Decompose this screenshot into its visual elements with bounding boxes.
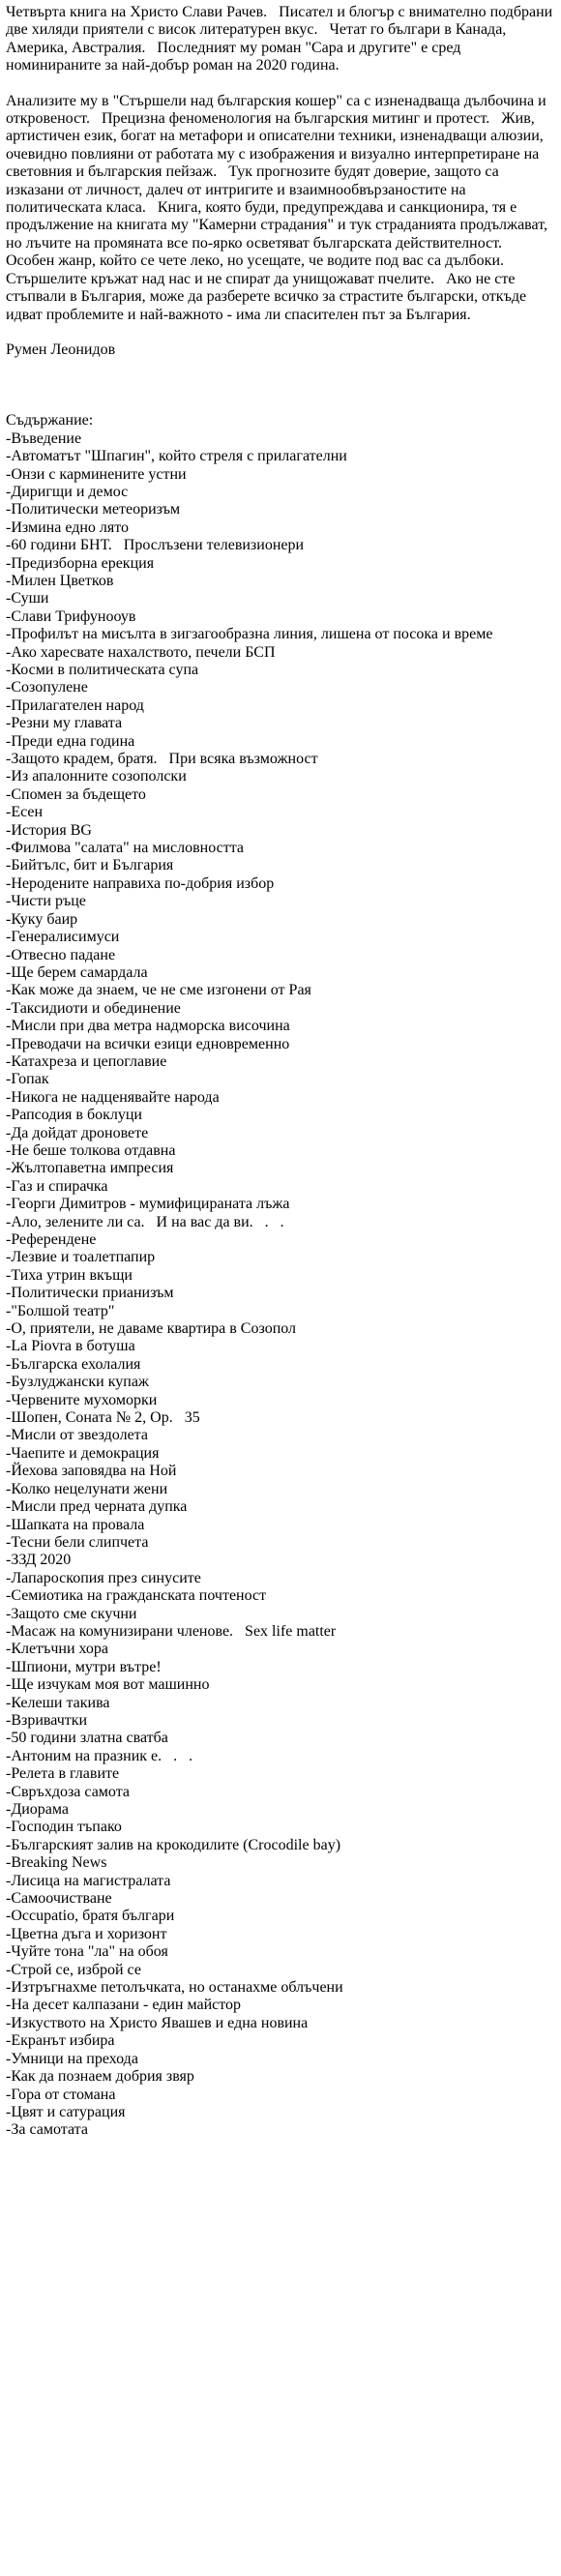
toc-item: -Мисли от звездолета — [6, 1427, 148, 1444]
toc-item: -Таксидиоти и обединение — [6, 999, 181, 1017]
toc-item: -Суши — [6, 590, 49, 607]
toc-item: -Цвят и сатурация — [6, 2103, 126, 2120]
toc-item: -Occupatio, братя българи — [6, 1908, 175, 1925]
toc-item: -Онзи с карминените устни — [6, 465, 187, 483]
toc-item: -La Piovra в ботуша — [6, 1338, 135, 1355]
toc-item: -На десет калпазани - един майстор — [6, 1997, 242, 2014]
toc-item: -Диригщи и демос — [6, 483, 129, 500]
intro-paragraph-1: Четвърта книга на Христо Слави Рачев. Писател и блогър с внимателно подбрани две хиляди приятели с висок литературен вкус. Четат го българи в Канада, Америка, Австралия. Последният му роман "Сара и другите" е сред номинираните за най-добър роман на 2020 година. — [6, 4, 557, 74]
toc-item: -ЗЗД 2020 — [6, 1552, 72, 1569]
toc-item: -Цветна дъга и хоризонт — [6, 1925, 167, 1942]
toc-item: -Преди една година — [6, 732, 135, 750]
toc-item: -Измина едно лято — [6, 518, 130, 536]
toc-item: -Червените мухоморки — [6, 1391, 158, 1408]
toc-item: -Ако харесвате нахалството, печели БСП — [6, 643, 276, 661]
toc-item: -Тесни бели слипчета — [6, 1533, 149, 1551]
toc-item: -Гопак — [6, 1071, 49, 1088]
toc-item: -Бузлуджански купаж — [6, 1374, 149, 1391]
toc-item: -Рапсодия в боклуци — [6, 1107, 142, 1124]
intro-paragraph-2: Анализите му в "Стършели над българския кошер" са с изненадваща дълбочина и откровеност. Прецизна феноменология на българския митинг и протест. Жив, артистичен език, богат на метафори и описателни техники, изненадващи алюзии, очевидно повлияни от работата му с изображения и визуално интерпретиране на световния и българския пейзаж. Тук прогнозите будят доверие, защото са изказани от личност, далеч от интригите и взаимноoбвързаностите на политическата класа. Книга, която буди, предупреждава и санкционира, тя е продължение на книгата му "Камерни страдания" и тук страданията продължават, но лъчите на промяната все по-ярко осветяват българската действителност. Особен жанр, който се чете леко, но усещате, че водите под вас са дълбоки. Стършелите кръжат над нас и не спират да унищожават пчелите. Ако не сте стъпвали в България, може да разберете всичко за страстите български, откъде идват проблемите и най-важното - има ли спасителен път за България. — [6, 92, 551, 323]
toc-item: -"Болшой театр" — [6, 1302, 115, 1319]
toc-item: -Филмова "салата" на мисловността — [6, 840, 244, 857]
toc-item: -Диорама — [6, 1801, 70, 1818]
toc-item: -Лезвие и тоалетпапир — [6, 1249, 156, 1266]
toc-item: -Георги Димитров - мумифицираната лъжа — [6, 1196, 290, 1213]
toc-item: -60 години БНТ. Прослъзени телевизионери — [6, 537, 305, 554]
toc-item: -Мисли при два метра надморска височина — [6, 1018, 290, 1035]
toc-item: -Преводачи на всички езици едновременно — [6, 1035, 290, 1052]
toc-item: -Релета в главите — [6, 1765, 120, 1783]
toc-item: -Чуйте тона "ла" на обоя — [6, 1943, 168, 1961]
toc-item: -Строй се, изброй се — [6, 1961, 141, 1978]
toc-item: -Взривачтки — [6, 1711, 88, 1729]
toc-item: -Профилът на мисълта в зигзагообразна линия, лишена от посока и време — [6, 626, 493, 643]
toc-item: -Не беше толкова отдавна — [6, 1141, 176, 1159]
toc-item: -Шапката на провала — [6, 1516, 145, 1533]
toc-item: -Косми в политическата супа — [6, 662, 199, 678]
toc-item: -Екранът избира — [6, 2032, 115, 2050]
toc-item: -50 години златна сватба — [6, 1730, 168, 1747]
toc-item: -Никога не надценявайте народа — [6, 1088, 220, 1106]
toc-item: -Как може да знаем, че не сме изгонени от Рая — [6, 982, 311, 999]
toc-item: -Защото крадем, братя. При всяка възможност — [6, 751, 318, 768]
toc-item: -Катахреза и цепоглавие — [6, 1052, 167, 1070]
toc-item: -Българска ехолалия — [6, 1355, 141, 1373]
toc-item: -Резни му главата — [6, 715, 123, 732]
toc-item: -Клетъчни хора — [6, 1641, 109, 1658]
toc-item: -Семиотика на гражданската почтеност — [6, 1587, 267, 1605]
toc-item: -Българският залив на крокодилите (Crocodile bay) — [6, 1836, 341, 1853]
toc-item: -Из апалонните созополски — [6, 768, 187, 785]
toc-item: -Есен — [6, 804, 44, 821]
toc-item: -Ало, зелените ли са. И на вас да ви. . . — [6, 1213, 284, 1230]
toc-item: -Ще берем самардала — [6, 963, 148, 981]
toc-item: -Шопен, Соната № 2, Ор. 35 — [6, 1409, 200, 1427]
toc-item: -Бийтълс, бит и България — [6, 857, 174, 874]
toc-item: -Отвесно падане — [6, 946, 116, 963]
toc-item: -Политически метеоризъм — [6, 501, 181, 518]
toc-item: -Предизборна ерекция — [6, 554, 155, 572]
toc-item: -Газ и спирачка — [6, 1177, 108, 1195]
toc-item: -Йехова заповядва на Ной — [6, 1463, 177, 1480]
toc-item: -Защото сме скучни — [6, 1605, 137, 1622]
toc-item: -Прилагателен народ — [6, 696, 144, 714]
toc-item: -Умници на прехода — [6, 2050, 138, 2067]
toc-item: -Автоматът "Шпагин", който стреля с прилагателни — [6, 448, 347, 465]
toc-item: -Спомен за бъдещето — [6, 785, 146, 803]
toc-item: -Чисти ръце — [6, 893, 86, 910]
toc-item: -Келеши такива — [6, 1694, 110, 1711]
toc-item: -Breaking News — [6, 1854, 107, 1872]
toc-item: -Тиха утрин вкъщи — [6, 1266, 133, 1284]
book-intro — [6, 4, 555, 324]
toc-item: -Как да познаем добрия звяр — [6, 2068, 194, 2086]
toc-item: -Слави Трифунооув — [6, 607, 136, 625]
toc-item: -Созопулене — [6, 679, 88, 696]
toc-item: -Господин тъпако — [6, 1819, 122, 1836]
toc-item: -Куку баир — [6, 910, 78, 928]
toc-item: -Политически прианизъм — [6, 1285, 174, 1302]
toc-item: -Ще изчукам моя вот машинно — [6, 1676, 210, 1694]
toc-item: -Чаепите и демокрация — [6, 1444, 160, 1462]
toc-item: -О, приятели, не даваме квартира в Созопол — [6, 1320, 297, 1338]
toc-item: -История BG — [6, 821, 92, 839]
toc-title: Съдържание: — [6, 412, 94, 429]
toc-item: -Гора от стомана — [6, 2086, 116, 2103]
toc-item: -Да дойдат дроновете — [6, 1124, 149, 1141]
toc-item: -Милен Цветков — [6, 572, 114, 589]
toc-item: -Свръхдоза самота — [6, 1783, 130, 1800]
toc-item: -Изтръгнахме петолъчката, но останахме облъчени — [6, 1979, 343, 1997]
toc-item: -Лапароскопия през синусите — [6, 1569, 201, 1586]
toc-item: -Шпиони, мутри вътре! — [6, 1658, 162, 1675]
toc-item: -Изкуството на Христо Явашев и една новина — [6, 2014, 309, 2031]
toc-item: -Самоочистване — [6, 1890, 112, 1908]
toc-item: -Неродените направиха по-добрия избор — [6, 874, 275, 892]
toc-item: -За самотата — [6, 2121, 88, 2139]
toc-item: -Колко нецелунати жени — [6, 1480, 168, 1497]
toc-item: -Мисли пред черната дупка — [6, 1498, 188, 1516]
toc-item: -Референдене — [6, 1231, 97, 1248]
toc-item: -Лисица на магистралата — [6, 1872, 171, 1889]
review-author: Румен Леонидов — [6, 341, 116, 358]
toc-item: -Жълтопаветна импресия — [6, 1160, 174, 1177]
toc-item: -Антоним на празник е. . . — [6, 1747, 193, 1764]
table-of-contents — [6, 430, 555, 2140]
toc-item: -Масаж на комунизирани членове. Sex life matter — [6, 1622, 337, 1640]
toc-item: -Генералисимуси — [6, 929, 120, 946]
toc-item: -Въведение — [6, 429, 82, 447]
